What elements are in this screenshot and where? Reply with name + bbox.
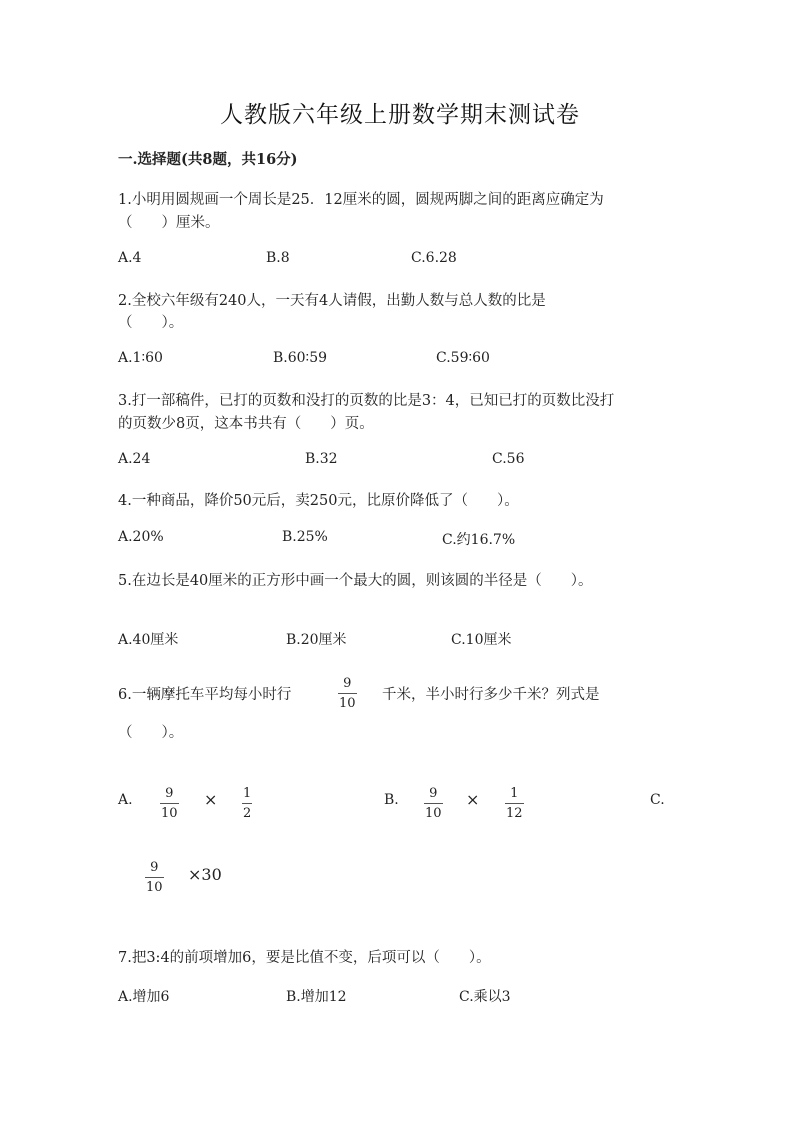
question-4-option-c: C.约16.7%	[442, 532, 516, 548]
fraction-numerator: 9	[165, 786, 174, 801]
question-2-line-2: （ ）。	[118, 315, 184, 331]
question-6-option-a-label: A.	[118, 792, 133, 808]
question-6-option-b-fraction-2	[505, 786, 524, 821]
fraction-numerator: 9	[343, 676, 352, 691]
fraction-bar	[424, 803, 443, 804]
question-1-line-1: 1.小明用圆规画一个周长是25．12厘米的圆，圆规两脚之间的距离应确定为	[118, 192, 604, 208]
question-6-option-c-fraction	[145, 860, 164, 895]
question-2-option-b: B.60∶59	[273, 350, 328, 366]
question-6-line-1-start: 6.一辆摩托车平均每小时行	[118, 687, 292, 703]
question-4-option-a: A.20%	[118, 529, 164, 545]
fraction-denominator: 10	[161, 806, 178, 821]
question-6-option-b-fraction-1	[424, 786, 443, 821]
question-1-option-b: B.8	[266, 250, 290, 266]
fraction-numerator: 9	[150, 860, 159, 875]
question-3-option-c: C.56	[492, 451, 525, 467]
fraction-numerator: 1	[243, 786, 252, 801]
question-1-option-c: C.6.28	[411, 250, 457, 266]
question-2-option-a: A.1∶60	[118, 350, 163, 366]
question-6-line-1-end: 千米，半小时行多少千米？列式是	[382, 687, 600, 703]
question-6-option-a-operator: ×	[204, 790, 218, 809]
question-5-option-b: B.20厘米	[286, 632, 347, 648]
question-5-line-1: 5.在边长是40厘米的正方形中画一个最大的圆，则该圆的半径是（ ）。	[118, 573, 593, 589]
question-6-line-2: （ ）。	[118, 725, 184, 741]
fraction-bar	[338, 693, 357, 694]
question-3-line-1: 3.打一部稿件，已打的页数和没打的页数的比是3：4，已知已打的页数比没打	[118, 393, 615, 409]
question-1-option-a: A.4	[118, 250, 142, 266]
fraction-bar	[145, 877, 164, 878]
question-4-option-b: B.25%	[282, 529, 328, 545]
question-7-option-b: B.增加12	[286, 989, 347, 1005]
fraction-numerator: 1	[510, 786, 519, 801]
question-6-option-c-operator: ×30	[188, 865, 222, 884]
fraction-denominator: 10	[146, 880, 163, 895]
question-6-option-b-label: B.	[384, 792, 399, 808]
fraction-bar	[505, 803, 524, 804]
question-6-fraction	[338, 676, 357, 711]
fraction-denominator: 2	[243, 806, 252, 821]
fraction-denominator: 12	[506, 806, 523, 821]
question-4-line-1: 4.一种商品，降价50元后，卖250元，比原价降低了（ ）。	[118, 493, 519, 509]
question-6-option-a-fraction-1	[160, 786, 179, 821]
question-5-option-a: A.40厘米	[118, 632, 179, 648]
question-3-option-a: A.24	[118, 451, 151, 467]
fraction-bar	[242, 803, 252, 804]
fraction-numerator: 9	[429, 786, 438, 801]
fraction-denominator: 10	[339, 696, 356, 711]
question-5-option-c: C.10厘米	[451, 632, 512, 648]
fraction-bar	[160, 803, 179, 804]
question-6-option-a-fraction-2	[242, 786, 252, 821]
question-6-option-b-operator: ×	[466, 790, 480, 809]
question-3-line-2: 的页数少8页，这本书共有（ ）页。	[118, 416, 374, 432]
fraction-denominator: 10	[425, 806, 442, 821]
question-2-option-c: C.59∶60	[436, 350, 490, 366]
question-2-line-1: 2.全校六年级有240人，一天有4人请假，出勤人数与总人数的比是	[118, 293, 546, 309]
page-title: 人教版六年级上册数学期末测试卷	[220, 102, 580, 128]
question-1-line-2: （ ）厘米。	[118, 215, 220, 231]
section-heading: 一.选择题(共8题，共16分)	[118, 151, 298, 168]
question-3-option-b: B.32	[305, 451, 338, 467]
question-7-option-a: A.增加6	[118, 989, 170, 1005]
question-7-line-1: 7.把3:4的前项增加6，要是比值不变，后项可以（ ）。	[118, 950, 491, 966]
question-6-option-c-label: C.	[650, 792, 665, 808]
question-7-option-c: C.乘以3	[459, 989, 511, 1005]
